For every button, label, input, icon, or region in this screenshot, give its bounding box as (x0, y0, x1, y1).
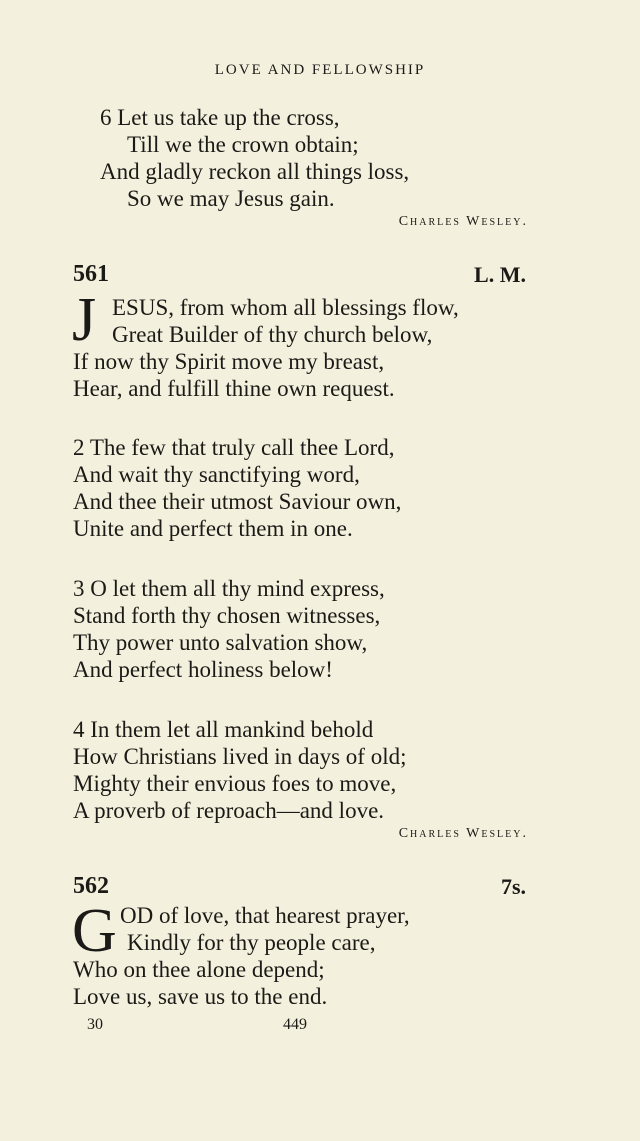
stanza-line: How Christians lived in days of old; (73, 744, 407, 769)
stanza-line: Thy power unto salvation show, (73, 630, 368, 655)
stanza-line: So we may Jesus gain. (127, 186, 335, 211)
drop-cap: J (72, 286, 97, 354)
drop-cap: G (72, 897, 117, 965)
author-attribution: Charles Wesley. (398, 214, 528, 229)
stanza-line: Mighty their envious foes to move, (73, 771, 397, 796)
stanza-line: Love us, save us to the end. (73, 984, 328, 1009)
stanza-line: OD of love, that hearest prayer, (120, 903, 410, 928)
signature-mark: 30 (87, 1016, 103, 1033)
stanza-line: And wait thy sanctifying word, (73, 462, 360, 487)
stanza-line: Kindly for thy people care, (127, 930, 376, 955)
stanza-line: Stand forth thy chosen witnesses, (73, 603, 381, 628)
stanza-line: Great Builder of thy church below, (112, 322, 433, 347)
hymn-meter: L. M. (474, 262, 526, 287)
stanza-line: Hear, and fulfill thine own request. (73, 376, 395, 401)
stanza-line: Who on thee alone depend; (73, 957, 325, 982)
stanza-line: And thee their utmost Saviour own, (73, 489, 402, 514)
stanza-line: 3 O let them all thy mind express, (73, 576, 385, 601)
stanza-line: Unite and perfect them in one. (73, 516, 353, 541)
stanza-line: Till we the crown obtain; (127, 132, 359, 157)
stanza-line: And gladly reckon all things loss, (100, 159, 410, 184)
page-number: 449 (283, 1016, 307, 1033)
hymn-number: 561 (73, 261, 109, 287)
stanza-line: 6 Let us take up the cross, (100, 105, 340, 130)
author-attribution: Charles Wesley. (398, 826, 528, 841)
stanza-line: A proverb of reproach—and love. (73, 798, 385, 823)
stanza-line: 2 The few that truly call thee Lord, (73, 435, 395, 460)
stanza-line: If now thy Spirit move my breast, (73, 349, 385, 374)
hymn-number: 562 (73, 873, 109, 899)
stanza-line: 4 In them let all mankind behold (73, 717, 374, 742)
stanza-line: And perfect holiness below! (73, 657, 333, 682)
page-header: LOVE AND FELLOWSHIP (214, 62, 426, 78)
stanza-line: ESUS, from whom all blessings flow, (112, 295, 459, 320)
hymn-meter: 7s. (500, 874, 526, 899)
